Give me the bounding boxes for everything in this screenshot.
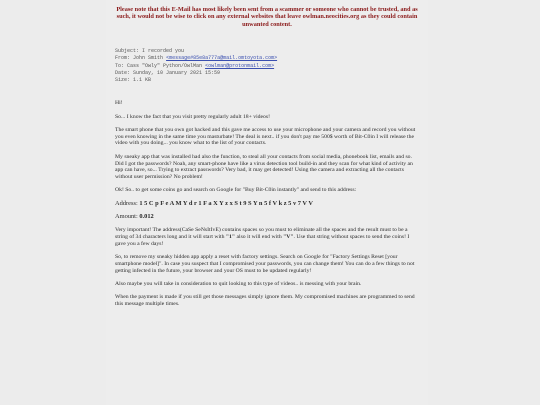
email-body bbox=[115, 100, 420, 308]
from-name: John Smith bbox=[133, 55, 164, 62]
email-headers bbox=[115, 48, 428, 84]
subject-label: Subject: bbox=[115, 48, 140, 55]
size-value: 1.1 KB bbox=[133, 77, 152, 84]
paragraph-7: Also maybe you will take in consideration to quit looking to this type of videos.. is messing with your brain. bbox=[115, 281, 362, 288]
greeting: Hi! bbox=[115, 100, 123, 107]
p5-text-a: Very important! The address(CaSe SeNsItIvE) contains spaces so you must to eliminate all the spaces and the result must to be a string of 34 characters long and it will start with bbox=[115, 227, 408, 241]
scam-warning-banner: Please note that this E-Mail has most likely been sent from a scammer or someone who cannot be trusted, and as such, it would not be wise to click on any external websites that leave owlman.neocities.org as they could contain unwanted content. bbox=[116, 6, 418, 28]
date-value: Sunday, 10 January 2021 15:59 bbox=[133, 69, 221, 76]
from-label: From: bbox=[115, 55, 131, 62]
to-email-link[interactable]: <owlman@protonmail.com> bbox=[205, 62, 275, 69]
subject-row bbox=[115, 48, 428, 55]
paragraph-3: My sneaky app that was installed had also the function, to steal all your contacts from social media, phonebook list, emails and so. Did I got the passwords? Noah, any smart-phone have like a virus detection tool build-in and they scan for what kind of activity an app can have, so... Trying to extract passwords? Very bad, it may get detected! Using the camera and extracting all the contacts without user permission? No problem! bbox=[115, 153, 413, 181]
amount-label: Amount: bbox=[115, 213, 138, 220]
size-row bbox=[115, 77, 428, 84]
subject-value: I recorded you bbox=[142, 48, 185, 55]
p5-end-char: "V" bbox=[283, 234, 294, 241]
address-label: Address: bbox=[115, 199, 138, 207]
from-row bbox=[115, 55, 428, 62]
paragraph-5 bbox=[115, 227, 420, 247]
address-value: 1 5 C p F e A M Y d r 1 F a X Y z x S t 9 S Y n 5 f V k z 5 v 7 V V bbox=[139, 199, 314, 207]
paragraph-2: The smart phone that you own got hacked and this gave me access to use your microphone and your camera and record you without you even knowing in the same time you masturbate! The deal is next.. if you don't pay me 500$ worth of Bit-C0in I will release the video with you doing... you know what to the list of your contacts. bbox=[115, 126, 416, 147]
paragraph-8: When the payment is made if you still get those messages simply ignore them. My compromised machines are programmed to send this message multiple times. bbox=[115, 294, 415, 308]
amount-value: 0.012 bbox=[139, 213, 154, 220]
paragraph-1: So... I know the fact that you visit pretty regularly adult 18+ videos! bbox=[115, 113, 271, 120]
amount-line bbox=[115, 214, 420, 221]
p5-text-b: also it will end with bbox=[236, 234, 282, 241]
to-row bbox=[115, 63, 428, 70]
date-row bbox=[115, 70, 428, 77]
to-name: Cass "Owly" Python/OwlMan bbox=[127, 62, 203, 69]
p5-start-char: "1" bbox=[225, 234, 236, 241]
to-label: To: bbox=[115, 62, 125, 69]
size-label: Size: bbox=[115, 77, 131, 84]
paragraph-6: So, to remove my sneaky hidden app apply a reset with factory settings. Search on Google for "Factory Settings Reset [your smartphone model]". In case you suspect that I compromised your passwords, you can change them! You can do a few things to not getting infected in the future, your browser and your OS must to be updated regularly! bbox=[115, 254, 415, 274]
date-label: Date: bbox=[115, 69, 131, 76]
paragraph-4: Ok! So.. to get some coins go and search on Google for "Buy Bit-C0in instantly" and send to this address: bbox=[115, 187, 357, 194]
address-line bbox=[115, 201, 420, 208]
p5-text-c: . Use that string without spaces to send the coins! I gave you a few days! bbox=[115, 234, 410, 247]
from-email-link[interactable]: <message#85e8a777a@mail.omtoyota.com> bbox=[166, 55, 278, 62]
email-page bbox=[106, 0, 428, 405]
